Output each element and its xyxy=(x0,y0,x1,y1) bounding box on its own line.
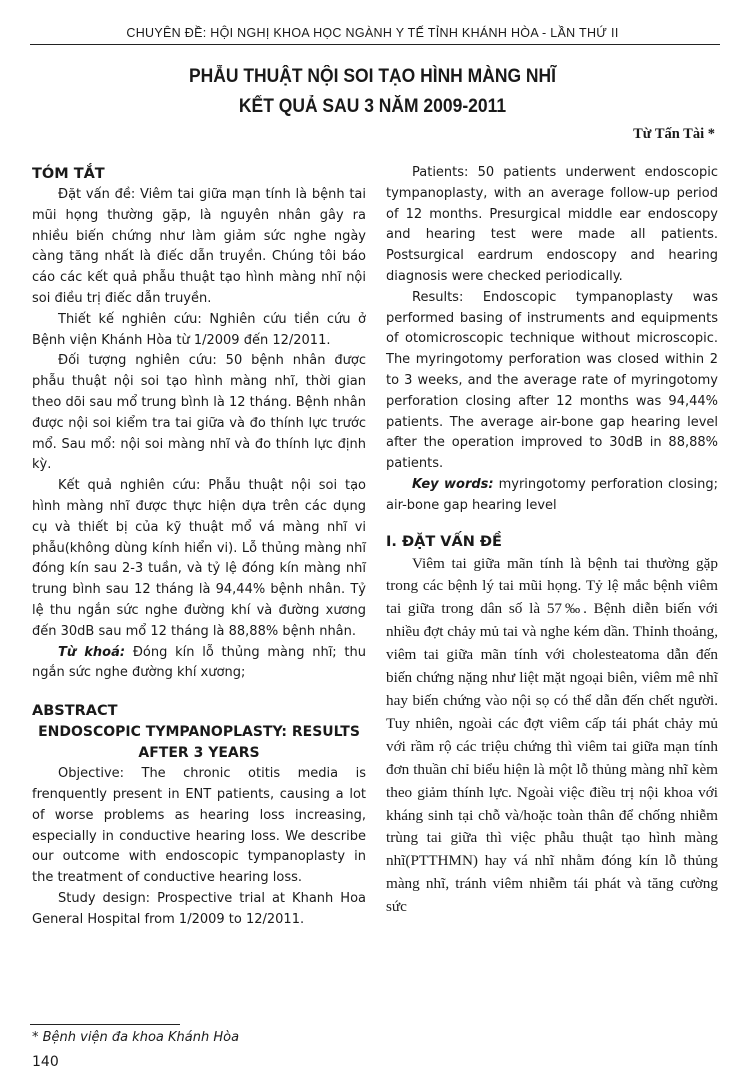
summary-keywords xyxy=(32,643,366,685)
running-header: CHUYÊN ĐỀ: HỘI NGHỊ KHOA HỌC NGÀNH Y TẾ TỈNH KHÁNH HÒA - LẦN THỨ II xyxy=(126,26,619,40)
abstract-keywords xyxy=(386,475,718,517)
summary-paragraph: Kết quả nghiên cứu: Phẫu thuật nội soi tạo hình màng nhĩ được thực hiện dựa trên các dụng cụ và thiết bị của kỹ thuật mổ vá màng nhĩ vi phẫu(không dùng kính hiển vi). Lỗ thủng màng nhĩ đóng kín sau 2-3 tuần, và tỷ lệ đóng kín màng nhĩ trung bình sau 12 tháng là 94,44% bệnh nhân. Tỷ lệ thu ngắn sức nghe đường khí và đường xương đến 30dB sau mổ 12 tháng là 88,88% bệnh nhân. xyxy=(32,478,366,639)
introduction-paragraph: Viêm tai giữa mãn tính là bệnh tai thường gặp trong các bệnh lý tai mũi họng. Tỷ lệ mắc bệnh viêm tai giữa trong dân số là 57‰. Bệnh diễn biến với nhiều đợt chảy mủ tai và nghe kém dần. Thỉnh thoảng, viêm tai giữa mãn tính với cholesteatoma dẫn đến biến chứng nặng như liệt mặt ngoại biên, viêm mê nhĩ hay biến chứng vào nội sọ có thể dẫn đến chết người. Tuy nhiên, ngoài các đợt viêm cấp tái phát chảy mủ với rầm rộ các triệu chứng thì viêm tai giữa mạn tính đơn thuần chỉ biểu hiện là một lỗ thủng màng nhĩ kèm theo giảm thính lực. Ngoài việc điều trị nội khoa với kháng sinh tại chỗ và/hoặc toàn thân để chống nhiễm trùng tai giữa thì việc phẫu thuật tạo hình màng nhĩ(PTTHMN) hay vá nhĩ nhằm đóng kín lỗ thủng màng nhĩ, tránh viêm nhiễm tái phát và tăng cường sức xyxy=(386,554,718,916)
spacer xyxy=(32,684,366,700)
abstract-paragraph: Results: Endoscopic tympanoplasty was performed basing of instruments and equipments of otomicroscopic technique without microscopic. The myringotomy perforation was closed within 2 to 3 weeks, and the average rate of myringotomy perforation closing after 12 months was 94,44% patients. The average air-bone gap hearing level after the operation improved to 30dB in 88,88% patients. xyxy=(386,289,718,472)
summary-paragraph: Thiết kế nghiên cứu: Nghiên cứu tiền cứu ở Bệnh viện Khánh Hòa từ 1/2009 đến 12/2011. xyxy=(32,311,366,348)
header-rule xyxy=(30,44,720,45)
footnote: * Bệnh viện đa khoa Khánh Hòa xyxy=(32,1030,240,1045)
abstract-subtitle-line1: ENDOSCOPIC TYMPANOPLASTY: RESULTS xyxy=(38,724,360,741)
page-number: 140 xyxy=(32,1054,59,1070)
summary-paragraph: Đối tượng nghiên cứu: 50 bệnh nhân được phẫu thuật nội soi tạo hình màng nhĩ, thời gian theo dõi sau mổ trung bình là 12 tháng. Bệnh nhân được nội soi kiểm tra tai giữa và đo thính lực trước mổ. Sau mổ: nội soi màng nhĩ và đo thính lực định kỳ. xyxy=(32,353,366,473)
abstract-keywords-label: Key words: xyxy=(412,476,494,492)
abstract-paragraph: Patients: 50 patients underwent endoscopic tympanoplasty, with an average follow-up period of 12 months. Presurgical middle ear endoscopy and hearing test were made all patients. Postsurgical eardrum endoscopy and hearing diagnosis were checked periodically. xyxy=(386,165,718,284)
abstract-paragraph: Study design: Prospective trial at Khanh Hoa General Hospital from 1/2009 to 12/2011. xyxy=(32,890,366,927)
introduction-heading: I. ĐẶT VẤN ĐỀ xyxy=(386,533,502,550)
article-title-line1: PHẪU THUẬT NỘI SOI TẠO HÌNH MÀNG NHĨ xyxy=(188,66,557,87)
summary-keywords-text: Đóng kín lỗ thủng màng nhĩ; thu ngắn sức nghe đường khí xương; xyxy=(32,644,367,681)
left-column xyxy=(32,163,366,931)
spacer xyxy=(386,517,718,531)
abstract-subtitle-line2: AFTER 3 YEARS xyxy=(138,745,260,762)
footnote-rule xyxy=(30,1024,180,1025)
abstract-heading: ABSTRACT xyxy=(32,703,118,720)
summary-heading: TÓM TẮT xyxy=(32,166,105,182)
abstract-paragraph: Objective: The chronic otitis media is frenquently present in ENT patients, causing a lot of worse problems as hearing loss increasing, especially in conductive hearing loss. We describe our outcome with endoscopic tympanoplasty in the treatment of conductive hearing loss. xyxy=(32,766,366,886)
right-column xyxy=(386,163,718,919)
author: Từ Tấn Tài * xyxy=(633,126,715,142)
summary-keywords-label: Từ khoá: xyxy=(58,644,126,660)
article-title-line2: KẾT QUẢ SAU 3 NĂM 2009-2011 xyxy=(238,96,507,117)
abstract-keywords-text: myringotomy perforation closing; air-bone gap hearing level xyxy=(386,476,719,513)
summary-paragraph: Đặt vấn đề: Viêm tai giữa mạn tính là bệnh tai mũi họng thường gặp, là nguyên nhân gây ra nhiều biến chứng như làm giảm sức nghe ngày càng tăng nhất là điếc dẫn truyền. Chúng tôi báo cáo các kết quả phẫu thuật tạo hình màng nhĩ nội soi điều trị điếc dẫn truyền. xyxy=(32,187,366,306)
